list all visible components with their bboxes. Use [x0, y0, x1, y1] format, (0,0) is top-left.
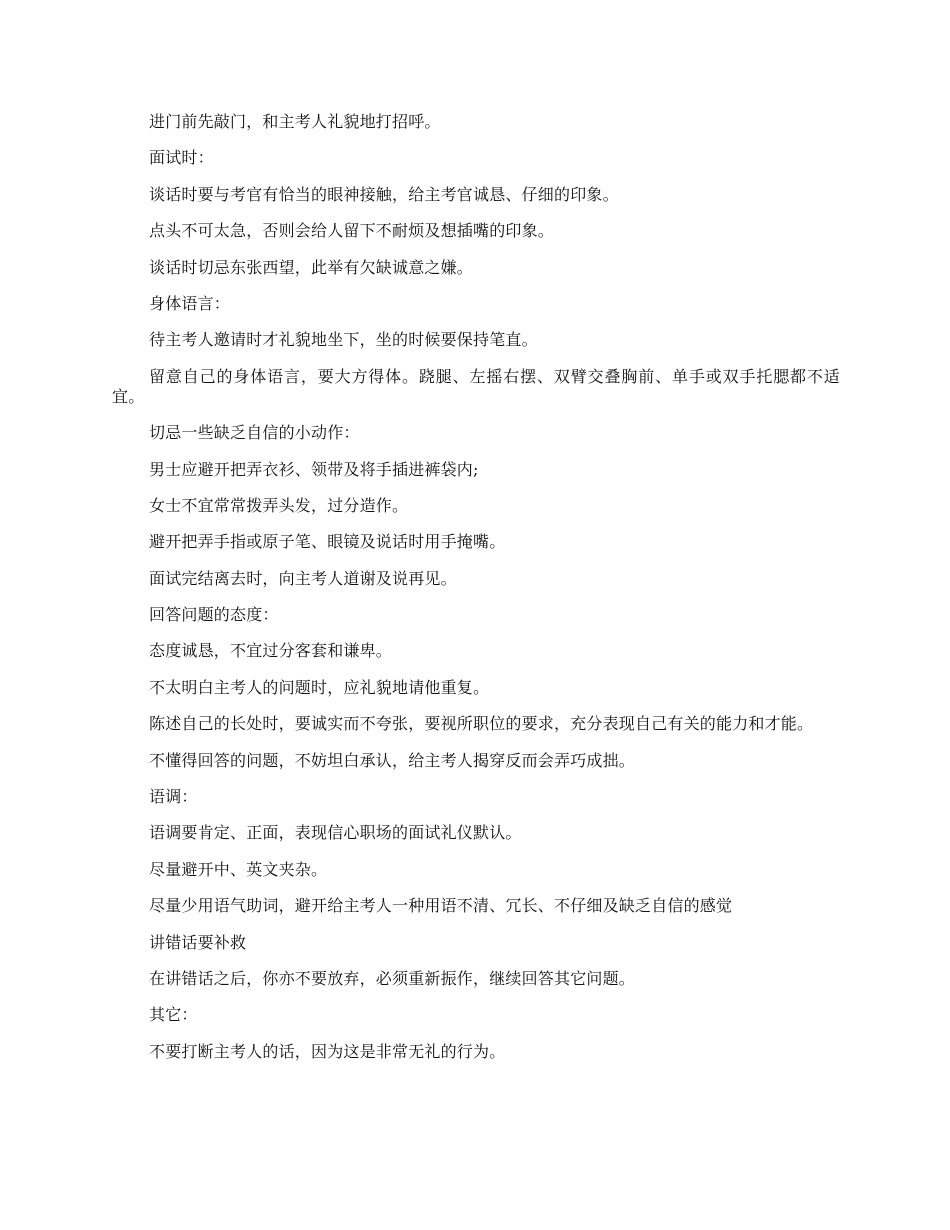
section-heading: 讲错话要补救: [149, 932, 247, 952]
paragraph: 不懂得回答的问题，不妨坦白承认，给主考人揭穿反而会弄巧成拙。: [149, 750, 636, 770]
paragraph: 点头不可太急，否则会给人留下不耐烦及想插嘴的印象。: [149, 221, 555, 241]
paragraph: 语调要肯定、正面，表现信心职场的面试礼仪默认。: [149, 823, 522, 843]
paragraph: 在讲错话之后，你亦不要放弃，必须重新振作，继续回答其它问题。: [149, 968, 636, 988]
paragraph: 男士应避开把弄衣衫、领带及将手插进裤袋内;: [149, 459, 479, 479]
section-heading: 语调：: [149, 787, 198, 807]
paragraph: 进门前先敲门，和主考人礼貌地打招呼。: [149, 112, 441, 131]
section-heading: 回答问题的态度：: [149, 605, 279, 625]
paragraph: 避开把弄手指或原子笔、眼镜及说话时用手掩嘴。: [149, 532, 506, 552]
section-heading: 面试时：: [149, 148, 214, 168]
paragraph: 女士不宜常常拨弄头发，过分造作。: [149, 495, 409, 515]
paragraph: 态度诚恳，不宜过分客套和谦卑。: [149, 641, 393, 661]
document-body: [112, 112, 840, 1078]
section-heading: 身体语言：: [149, 293, 231, 313]
paragraph: 不太明白主考人的问题时，应礼貌地请他重复。: [149, 677, 490, 697]
section-heading: 其它：: [149, 1005, 198, 1025]
paragraph: 面试完结离去时，向主考人道谢及说再见。: [149, 568, 457, 588]
paragraph: 不要打断主考人的话，因为这是非常无礼的行为。: [149, 1041, 506, 1061]
paragraph: 尽量避开中、英文夹杂。: [149, 859, 328, 879]
section-heading: 切忌一些缺乏自信的小动作：: [149, 423, 360, 443]
paragraph: 陈述自己的长处时，要诚实而不夸张，要视所职位的要求，充分表现自己有关的能力和才能。: [149, 714, 814, 734]
paragraph: 尽量少用语气助词，避开给主考人一种用语不清、冗长、不仔细及缺乏自信的感觉: [149, 896, 733, 916]
paragraph: 留意自己的身体语言，要大方得体。跷腿、左摇右摆、双臂交叠胸前、单手或双手托腮都不适宜。: [112, 366, 840, 406]
paragraph: 谈话时切忌东张西望，此举有欠缺诚意之嫌。: [149, 257, 474, 277]
paragraph: 待主考人邀请时才礼貌地坐下，坐的时候要保持笔直。: [149, 330, 538, 350]
paragraph: 谈话时要与考官有恰当的眼神接触，给主考官诚恳、仔细的印象。: [149, 184, 619, 204]
